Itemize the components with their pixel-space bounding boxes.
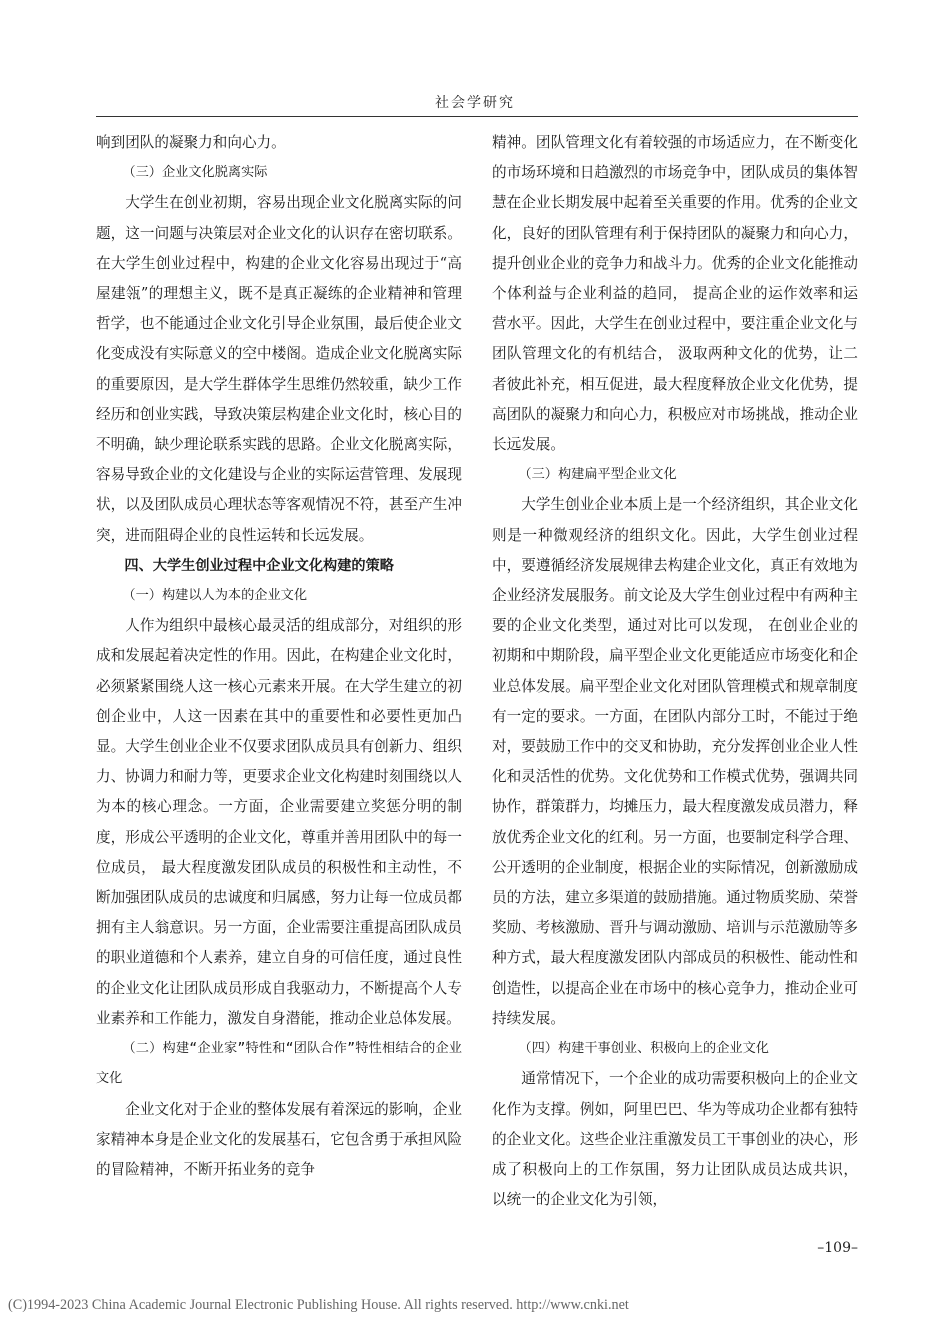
continued-text: 响到团队的凝聚力和向心力。 [96, 134, 286, 151]
subsection-heading: （二）构建“企业家”特性和“团队合作”特性相结合的企业文化 [96, 1041, 462, 1087]
subsection-heading: （四）构建干事创业、积极向上的企业文化 [518, 1041, 769, 1057]
page-number: –109– [817, 1240, 858, 1256]
right-column [492, 128, 858, 1215]
paragraph: 大学生在创业初期，容易出现企业文化脱离实际的问题，这一问题与决策层对企业文化的认识存在密切联系。在大学生创业过程中，构建的企业文化容易出现过于“高屋建瓴”的理想主义，既不是真正凝练的企业精神和管理哲学，也不能通过企业文化引导企业氛围，最后使企业文化变成没有实际意义的空中楼阁。造成企业文化脱离实际的重要原因，是大学生群体学生思维仍然较重，缺少工作经历和创业实践，导致决策层构建企业文化时，核心目的不明确，缺少理论联系实践的思路。企业文化脱离实际，容易导致企业的文化建设与企业的实际运营管理、发展现状，以及团队成员心理状态等客观情况不符，甚至产生冲突，进而阻碍企业的良性运转和长远发展。 [96, 194, 462, 544]
subsection-heading: （三）企业文化脱离实际 [122, 165, 268, 181]
paragraph: 大学生创业企业本质上是一个经济组织，其企业文化则是一种微观经济的组织文化。因此，大学生创业过程中，要遵循经济发展规律去构建企业文化，真正有效地为企业经济发展服务。前文论及大学生创业过程中有两种主要的企业文化类型，通过对比可以发现， 在创业企业的初期和中期阶段，扁平型企业文化更能适应市场变化和企业总体发展。扁平型企业文化对团队管理模式和规章制度有一定的要求。一方面，在团队内部分工时，不能过于绝对，要鼓励工作中的交叉和协助，充分发挥创业企业人性化和灵活性的优势。文化优势和工作模式优势，强调共同协作，群策群力，均摊压力，最大程度激发成员潜力，释放优秀企业文化的红利。另一方面，也要制定科学合理、公开透明的企业制度，根据企业的实际情况，创新激励成员的方法，建立多渠道的鼓励措施。通过物质奖励、荣誉奖励、考核激励、晋升与调动激励、培训与示范激励等多种方式，最大程度激发团队内部成员的积极性、能动性和创造性，以提高企业在市场中的核心竞争力，推动企业可持续发展。 [492, 496, 858, 1027]
copyright-line: (C)1994-2023 China Academic Journal Electronic Publishing House. All rights reserved. http://www.cnki.net [8, 1297, 629, 1313]
running-header: 社会学研究 [435, 95, 515, 111]
section-heading: 四、大学生创业过程中企业文化构建的策略 [124, 557, 394, 574]
paragraph: 人作为组织中最核心最灵活的组成部分，对组织的形成和发展起着决定性的作用。因此，在构建企业文化时， 必须紧紧围绕人这一核心元素来开展。在大学生建立的初创企业中，人这一因素在其中的重要性和必要性更加凸显。大学生创业企业不仅要求团队成员具有创新力、组织力、协调力和耐力等，更要求企业文化构建时刻围绕以人为本的核心理念。一方面，企业需要建立奖惩分明的制度，形成公平透明的企业文化，尊重并善用团队中的每一位成员， 最大程度激发团队成员的积极性和主动性，不断加强团队成员的忠诚度和归属感，努力让每一位成员都拥有主人翁意识。另一方面，企业需要注重提高团队成员的职业道德和个人素养，建立自身的可信任度，通过良性的企业文化让团队成员形成自我驱动力，不断提高个人专业素养和工作能力，激发自身潜能，推动企业总体发展。 [96, 617, 462, 1027]
left-column [96, 128, 462, 1185]
subsection-heading: （三）构建扁平型企业文化 [518, 467, 677, 483]
header-rule [96, 116, 858, 117]
subsection-heading: （一）构建以人为本的企业文化 [122, 588, 308, 604]
paragraph: 企业文化对于企业的整体发展有着深远的影响，企业家精神本身是企业文化的发展基石，它包含勇于承担风险的冒险精神，不断开拓业务的竞争 [96, 1100, 462, 1178]
paragraph: 通常情况下，一个企业的成功需要积极向上的企业文化作为支撑。例如，阿里巴巴、华为等成功企业都有独特的企业文化。这些企业注重激发员工干事创业的决心，形成了积极向上的工作氛围，努力让团队成员达成共识， 以统一的企业文化为引领， [492, 1070, 858, 1209]
continued-text: 精神。团队管理文化有着较强的市场适应力，在不断变化的市场环境和日趋激烈的市场竞争中，团队成员的集体智慧在企业长期发展中起着至关重要的作用。优秀的企业文化，良好的团队管理有利于保持团队的凝聚力和向心力，提升创业企业的竞争力和战斗力。优秀的企业文化能推动个体利益与企业利益的趋同， 提高企业的运作效率和运营水平。因此，大学生在创业过程中，要注重企业文化与团队管理文化的有机结合， 汲取两种文化的优势，让二者彼此补充，相互促进，最大程度释放企业文化优势，提高团队的凝聚力和向心力，积极应对市场挑战，推动企业长远发展。 [492, 134, 858, 454]
